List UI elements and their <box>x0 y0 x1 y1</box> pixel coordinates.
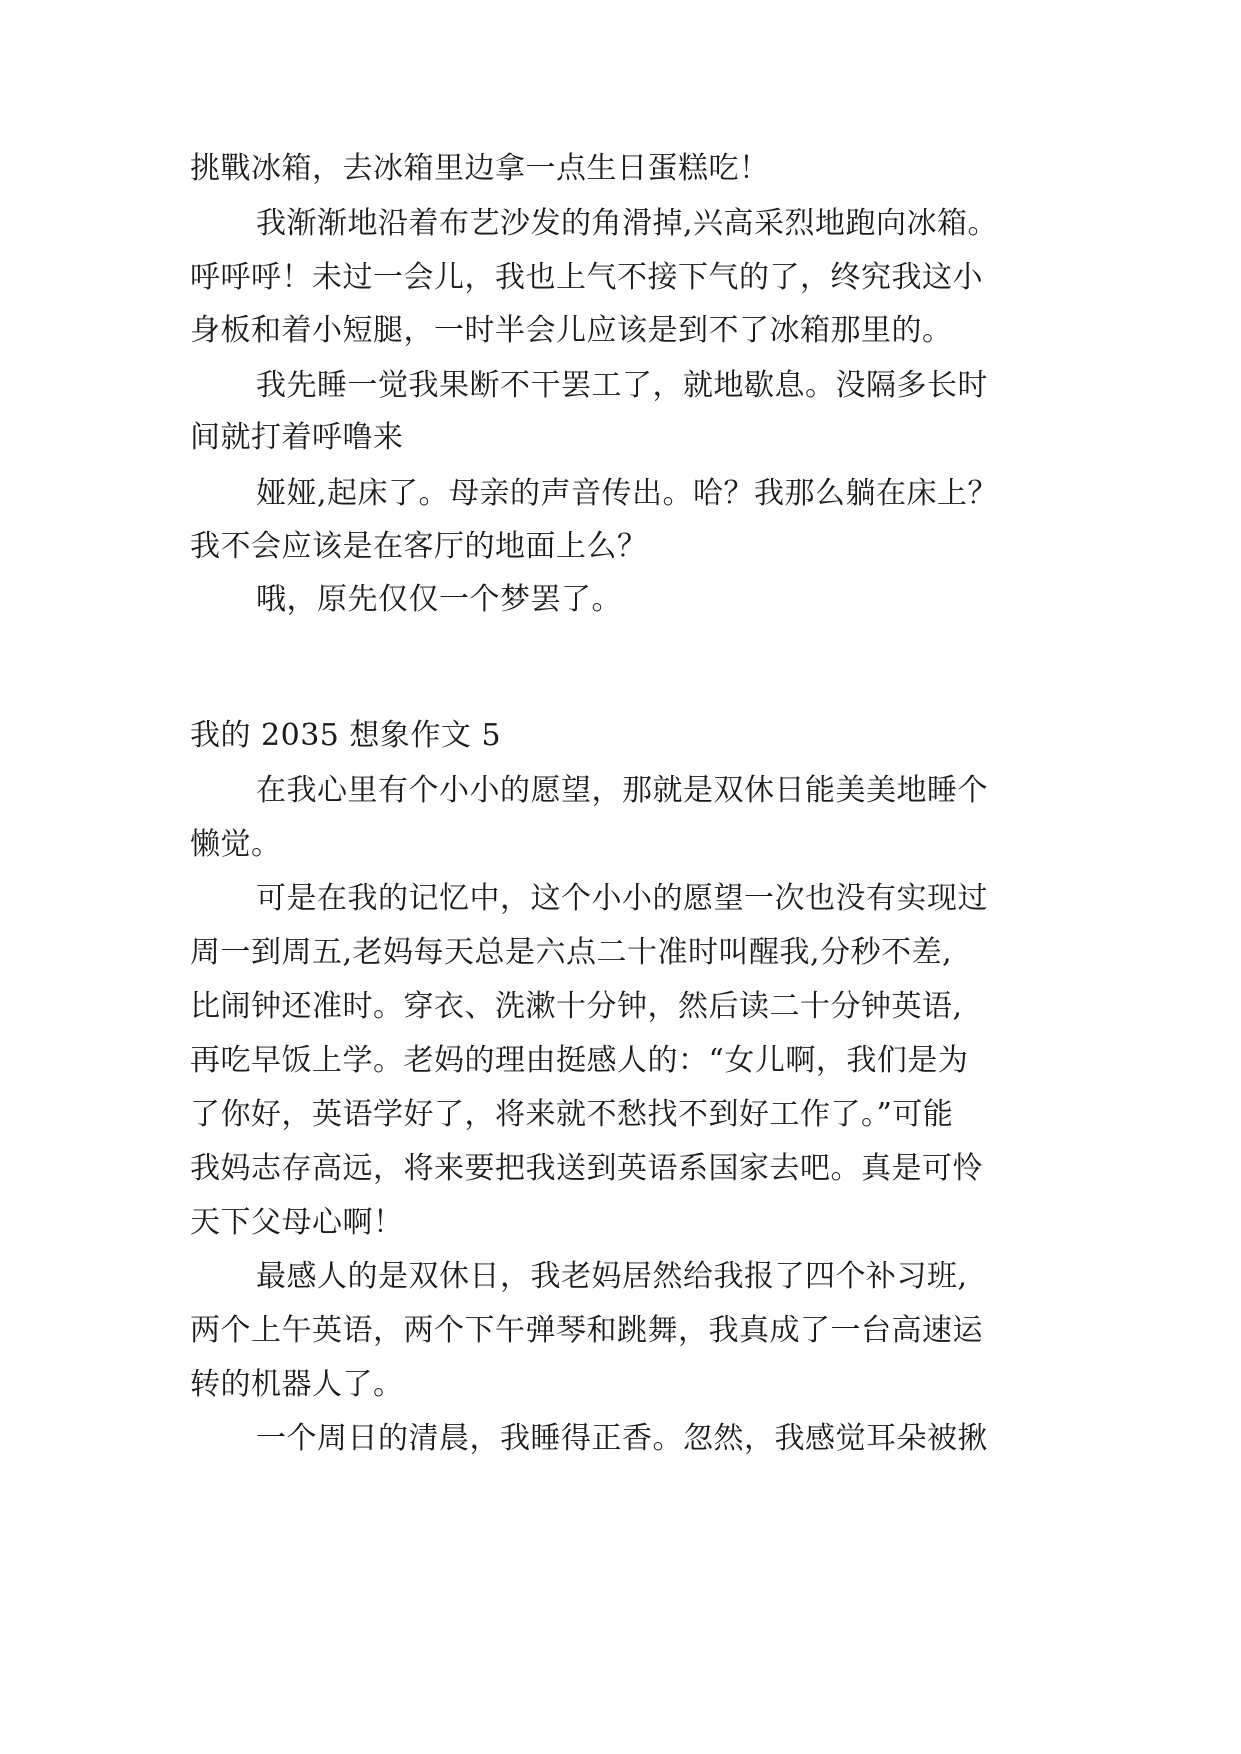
text-line: 了你好，英语学好了，将来就不愁找不到好工作了。”可能 <box>190 1097 954 1132</box>
paragraph-line: 一个周日的清晨，我睡得正香。忽然，我感觉耳朵被揪 <box>256 1421 988 1456</box>
text-line: 转的机器人了。 <box>190 1367 404 1402</box>
text-line: 懒觉。 <box>190 827 282 862</box>
text-line: 身板和着小短腿，一时半会儿应该是到不了冰箱那里的。 <box>190 313 953 348</box>
paragraph-line: 可是在我的记忆中，这个小小的愿望一次也没有实现过 <box>256 881 988 916</box>
text-line: 呼呼呼！未过一会儿，我也上气不接下气的了，终究我这小 <box>190 260 983 295</box>
text-line: 我不会应该是在客厅的地面上么？ <box>190 529 648 564</box>
text-line: 天下父母心啊！ <box>190 1205 404 1240</box>
text-line: 间就打着呼噜来 <box>190 420 404 455</box>
text-line: 我妈志存高远，将来要把我送到英语系国家去吧。真是可怜 <box>190 1151 983 1186</box>
paragraph-line: 最感人的是双休日，我老妈居然给我报了四个补习班, <box>256 1259 968 1294</box>
paragraph-line: 我渐渐地沿着布艺沙发的角滑掉,兴高采烈地跑向冰箱。 <box>256 206 999 241</box>
text-line: 再吃早饭上学。老妈的理由挺感人的：“女儿啊，我们是为 <box>190 1043 969 1078</box>
paragraph-line: 哦，原先仅仅一个梦罢了。 <box>256 582 622 617</box>
text-line: 挑戰冰箱，去冰箱里边拿一点生日蛋糕吃！ <box>190 151 770 186</box>
text-line: 两个上午英语，两个下午弹琴和跳舞，我真成了一台高速运 <box>190 1313 983 1348</box>
section-title: 我的 2035 想象作文 5 <box>190 718 502 753</box>
paragraph-line: 娅娅,起床了。母亲的声音传出。哈？我那么躺在床上？ <box>256 476 999 511</box>
text-line: 周一到周五,老妈每天总是六点二十准时叫醒我,分秒不差, <box>190 935 953 970</box>
paragraph-line: 我先睡一觉我果断不干罢工了，就地歇息。没隔多长时 <box>256 368 988 403</box>
text-line: 比闹钟还准时。穿衣、洗漱十分钟，然后读二十分钟英语, <box>190 989 963 1024</box>
paragraph-line: 在我心里有个小小的愿望，那就是双休日能美美地睡个 <box>256 773 988 808</box>
